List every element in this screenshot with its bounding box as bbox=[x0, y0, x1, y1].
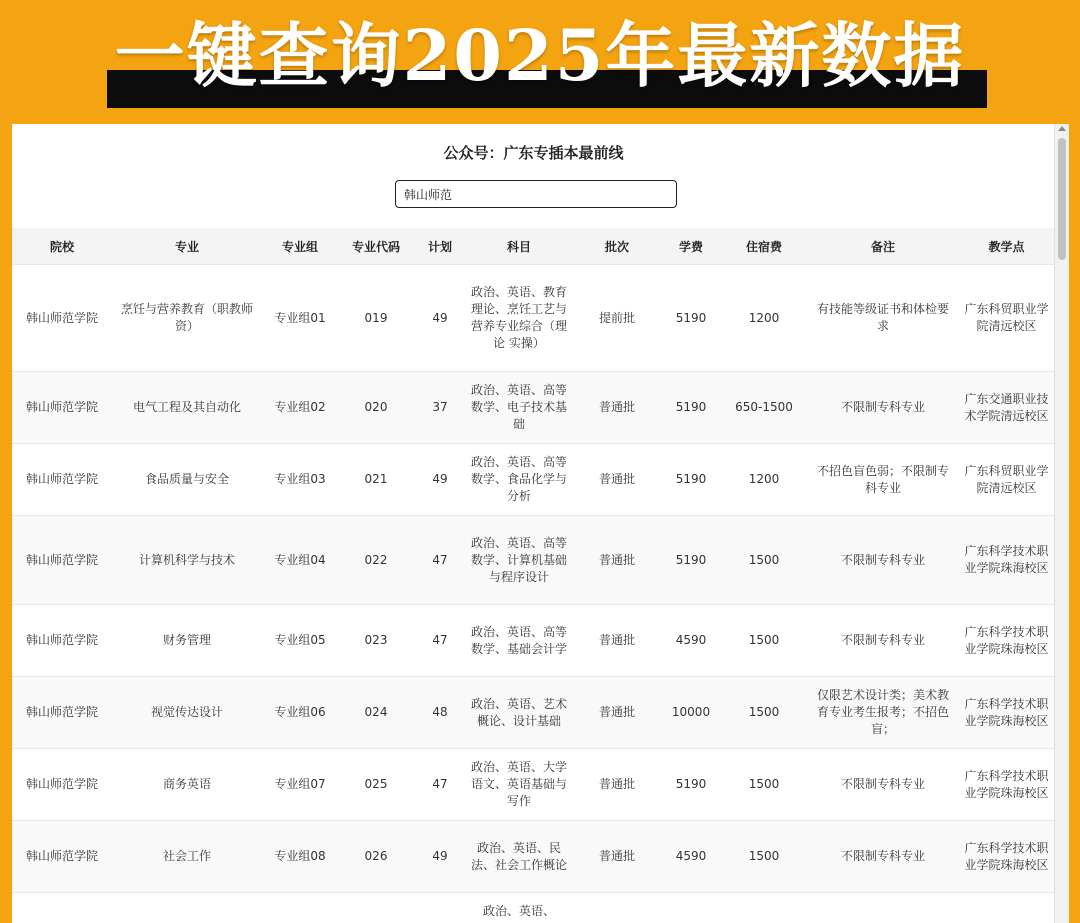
cell-batch: 普通批 bbox=[572, 749, 662, 821]
cell-major: 商务英语 bbox=[112, 749, 262, 821]
cell-remarks: 不限制专科专业 bbox=[808, 749, 958, 821]
cell-major: 烹饪与营养教育（职教师资） bbox=[112, 265, 262, 372]
cell-group: 专业组03 bbox=[262, 444, 338, 516]
cell-school: 韩山师范学院 bbox=[12, 516, 112, 605]
table-row bbox=[12, 265, 1055, 372]
cell-plan: 37 bbox=[414, 372, 466, 444]
cell-group: 专业组01 bbox=[262, 265, 338, 372]
admission-table bbox=[12, 228, 1055, 923]
cell-remarks: 不限制专科专业 bbox=[808, 821, 958, 893]
cell-code bbox=[338, 893, 414, 923]
cell-plan: 47 bbox=[414, 516, 466, 605]
table-row bbox=[12, 605, 1055, 677]
column-header[interactable]: 计划 bbox=[414, 228, 466, 265]
cell-code: 020 bbox=[338, 372, 414, 444]
cell-group: 专业组04 bbox=[262, 516, 338, 605]
table-row bbox=[12, 516, 1055, 605]
cell-remarks: 有技能等级证书和体检要求 bbox=[808, 265, 958, 372]
cell-batch: 普通批 bbox=[572, 605, 662, 677]
cell-subjects: 政治、英语、大学语文、英语基础与写作 bbox=[466, 749, 572, 821]
cell-major: 视觉传达设计 bbox=[112, 677, 262, 749]
cell-plan: 49 bbox=[414, 444, 466, 516]
cell-campus: 广东交通职业技术学院清远校区 bbox=[958, 372, 1055, 444]
cell-remarks: 不招色盲色弱；不限制专科专业 bbox=[808, 444, 958, 516]
cell-plan: 49 bbox=[414, 265, 466, 372]
cell-tuition: 4590 bbox=[662, 605, 720, 677]
cell-dorm-fee: 1200 bbox=[720, 265, 808, 372]
column-header[interactable]: 住宿费 bbox=[720, 228, 808, 265]
cell-batch: 普通批 bbox=[572, 372, 662, 444]
cell-tuition: 5190 bbox=[662, 372, 720, 444]
cell-batch: 普通批 bbox=[572, 516, 662, 605]
cell-dorm-fee: 1500 bbox=[720, 821, 808, 893]
scroll-up-arrow-icon[interactable] bbox=[1058, 126, 1066, 131]
cell-dorm-fee: 1200 bbox=[720, 444, 808, 516]
cell-campus: 广东科贸职业学院清远校区 bbox=[958, 265, 1055, 372]
column-header[interactable]: 专业 bbox=[112, 228, 262, 265]
scrollbar-thumb[interactable] bbox=[1058, 138, 1066, 260]
cell-plan bbox=[414, 893, 466, 923]
cell-school: 韩山师范学院 bbox=[12, 749, 112, 821]
cell-campus: 广东科学技术职业学院珠海校区 bbox=[958, 516, 1055, 605]
cell-code: 025 bbox=[338, 749, 414, 821]
page-heading: 公众号：广东专插本最前线 bbox=[443, 144, 624, 162]
table-row bbox=[12, 372, 1055, 444]
cell-school: 韩山师范学院 bbox=[12, 265, 112, 372]
cell-group: 专业组05 bbox=[262, 605, 338, 677]
cell-tuition: 4590 bbox=[662, 821, 720, 893]
cell-code: 022 bbox=[338, 516, 414, 605]
cell-campus: 广东科贸职业学院清远校区 bbox=[958, 444, 1055, 516]
cell-campus: 广东科学技术职业学院珠海校区 bbox=[958, 605, 1055, 677]
cell-batch: 普通批 bbox=[572, 444, 662, 516]
browser-viewport bbox=[12, 124, 1069, 923]
cell-group: 专业组07 bbox=[262, 749, 338, 821]
cell-subjects: 政治、英语、教育理论、烹饪工艺与营养专业综合（理论 实操） bbox=[466, 265, 572, 372]
cell-tuition: 10000 bbox=[662, 677, 720, 749]
cell-school bbox=[12, 893, 112, 923]
cell-campus: 广东科学技术职业学院珠海校区 bbox=[958, 677, 1055, 749]
cell-subjects: 政治、英语、民法、社会工作概论 bbox=[466, 821, 572, 893]
cell-remarks: 不限制专科专业 bbox=[808, 605, 958, 677]
cell-plan: 47 bbox=[414, 605, 466, 677]
cell-remarks: 仅限艺术设计类；美术教育专业考生报考；不招色盲； bbox=[808, 677, 958, 749]
cell-dorm-fee: 1500 bbox=[720, 749, 808, 821]
cell-major: 计算机科学与技术 bbox=[112, 516, 262, 605]
table-row bbox=[12, 893, 1055, 923]
column-header[interactable]: 批次 bbox=[572, 228, 662, 265]
cell-major bbox=[112, 893, 262, 923]
cell-remarks bbox=[808, 893, 958, 923]
cell-campus bbox=[958, 893, 1055, 923]
cell-plan: 48 bbox=[414, 677, 466, 749]
column-header[interactable]: 专业组 bbox=[262, 228, 338, 265]
search-input[interactable] bbox=[395, 180, 677, 208]
cell-dorm-fee: 1500 bbox=[720, 677, 808, 749]
cell-group: 专业组06 bbox=[262, 677, 338, 749]
cell-group: 专业组02 bbox=[262, 372, 338, 444]
table-row bbox=[12, 444, 1055, 516]
banner-title: 一键查询2025年最新数据 bbox=[114, 14, 966, 97]
cell-tuition: 5190 bbox=[662, 516, 720, 605]
table-row bbox=[12, 677, 1055, 749]
cell-tuition: 5190 bbox=[662, 444, 720, 516]
cell-code: 026 bbox=[338, 821, 414, 893]
cell-batch bbox=[572, 893, 662, 923]
cell-major: 财务管理 bbox=[112, 605, 262, 677]
cell-code: 021 bbox=[338, 444, 414, 516]
table-header-row bbox=[12, 228, 1055, 265]
column-header[interactable]: 专业代码 bbox=[338, 228, 414, 265]
cell-tuition: 5190 bbox=[662, 265, 720, 372]
column-header[interactable]: 科目 bbox=[466, 228, 572, 265]
cell-school: 韩山师范学院 bbox=[12, 677, 112, 749]
cell-remarks: 不限制专科专业 bbox=[808, 516, 958, 605]
cell-dorm-fee: 1500 bbox=[720, 516, 808, 605]
cell-plan: 49 bbox=[414, 821, 466, 893]
column-header[interactable]: 教学点 bbox=[958, 228, 1055, 265]
cell-campus: 广东科学技术职业学院珠海校区 bbox=[958, 749, 1055, 821]
column-header[interactable]: 学费 bbox=[662, 228, 720, 265]
cell-subjects: 政治、英语、高等数学、食品化学与分析 bbox=[466, 444, 572, 516]
cell-code: 019 bbox=[338, 265, 414, 372]
cell-school: 韩山师范学院 bbox=[12, 821, 112, 893]
cell-code: 023 bbox=[338, 605, 414, 677]
cell-major: 社会工作 bbox=[112, 821, 262, 893]
cell-group: 专业组08 bbox=[262, 821, 338, 893]
cell-school: 韩山师范学院 bbox=[12, 444, 112, 516]
cell-school: 韩山师范学院 bbox=[12, 605, 112, 677]
cell-tuition bbox=[662, 893, 720, 923]
cell-group bbox=[262, 893, 338, 923]
cell-plan: 47 bbox=[414, 749, 466, 821]
cell-major: 食品质量与安全 bbox=[112, 444, 262, 516]
cell-subjects: 政治、英语、高等数学、计算机基础与程序设计 bbox=[466, 516, 572, 605]
cell-dorm-fee: 650-1500 bbox=[720, 372, 808, 444]
cell-subjects: 政治、英语、高等数学、电子技术基础 bbox=[466, 372, 572, 444]
cell-batch: 普通批 bbox=[572, 821, 662, 893]
cell-dorm-fee bbox=[720, 893, 808, 923]
cell-batch: 普通批 bbox=[572, 677, 662, 749]
table-row bbox=[12, 821, 1055, 893]
table-row bbox=[12, 749, 1055, 821]
cell-subjects: 政治、英语、 bbox=[466, 893, 572, 923]
cell-school: 韩山师范学院 bbox=[12, 372, 112, 444]
vertical-scrollbar[interactable] bbox=[1054, 124, 1069, 923]
cell-code: 024 bbox=[338, 677, 414, 749]
cell-batch: 提前批 bbox=[572, 265, 662, 372]
cell-dorm-fee: 1500 bbox=[720, 605, 808, 677]
cell-tuition: 5190 bbox=[662, 749, 720, 821]
column-header[interactable]: 院校 bbox=[12, 228, 112, 265]
cell-remarks: 不限制专科专业 bbox=[808, 372, 958, 444]
cell-subjects: 政治、英语、高等数学、基础会计学 bbox=[466, 605, 572, 677]
cell-major: 电气工程及其自动化 bbox=[112, 372, 262, 444]
cell-campus: 广东科学技术职业学院珠海校区 bbox=[958, 821, 1055, 893]
column-header[interactable]: 备注 bbox=[808, 228, 958, 265]
cell-subjects: 政治、英语、艺术概论、设计基础 bbox=[466, 677, 572, 749]
